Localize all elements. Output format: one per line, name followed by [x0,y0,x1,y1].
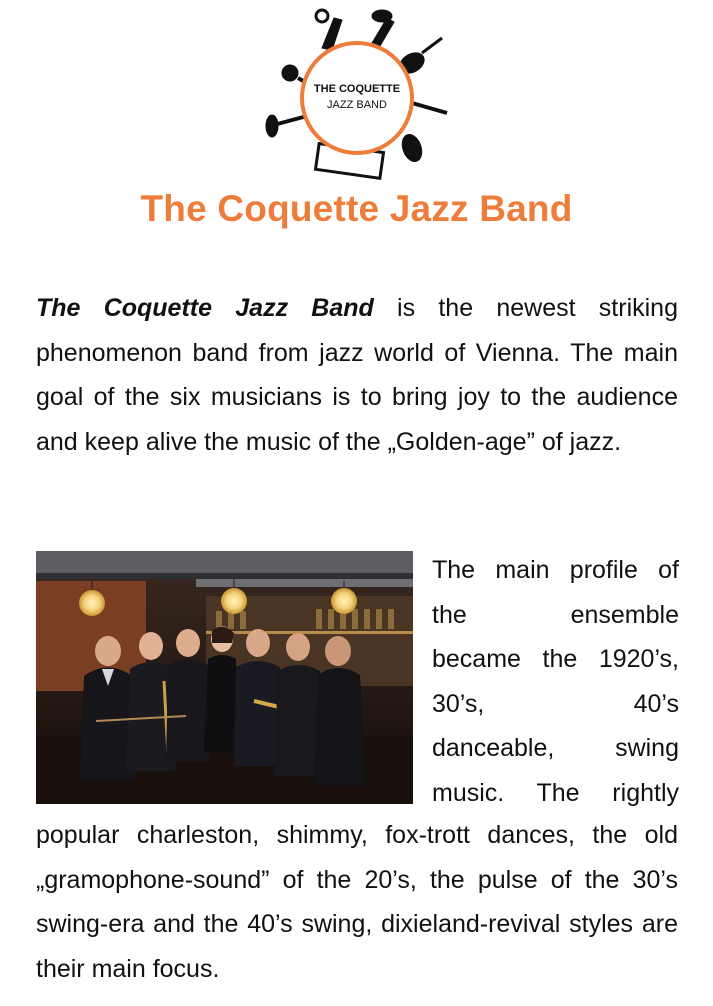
band-logo [262,8,452,188]
side-word: 30’s, [432,689,485,718]
side-word: 40’s [633,689,679,718]
side-line-1: The main profile of [432,556,679,584]
side-word: ensemble [570,600,679,629]
page-title: The Coquette Jazz Band [140,188,573,229]
profile-paragraph-rest: popular charleston, shimmy, fox-trott dances, the old „gramophone-sound” of the 20’s, the pulse of the 30’s swing-era and the 40’s swing, dixieland-revival styles are their main focus. [36,821,678,983]
side-line-6: music. The rightly [432,778,679,807]
logo-line-1: THE COQUETTE [313,83,401,95]
band-photo [36,551,413,804]
side-word: danceable, [432,734,555,762]
side-line-3: became the 1920’s, [432,645,679,673]
band-name: The Coquette Jazz Band [36,294,374,322]
side-line-2 [432,593,679,638]
side-line-5 [432,726,679,771]
side-word: the [432,600,467,629]
intro-paragraph [36,286,678,464]
side-line-4 [432,682,679,727]
side-word: swing [615,734,679,762]
logo-line-2: JAZZ BAND [327,99,387,111]
profile-paragraph-side [432,548,679,815]
intro-text: is the newest striking phenomenon band from jazz world of Vienna. The main goal of the six musicians is to bring joy to the audience and keep alive the music of the „Golden-age” of jazz. [36,294,678,456]
